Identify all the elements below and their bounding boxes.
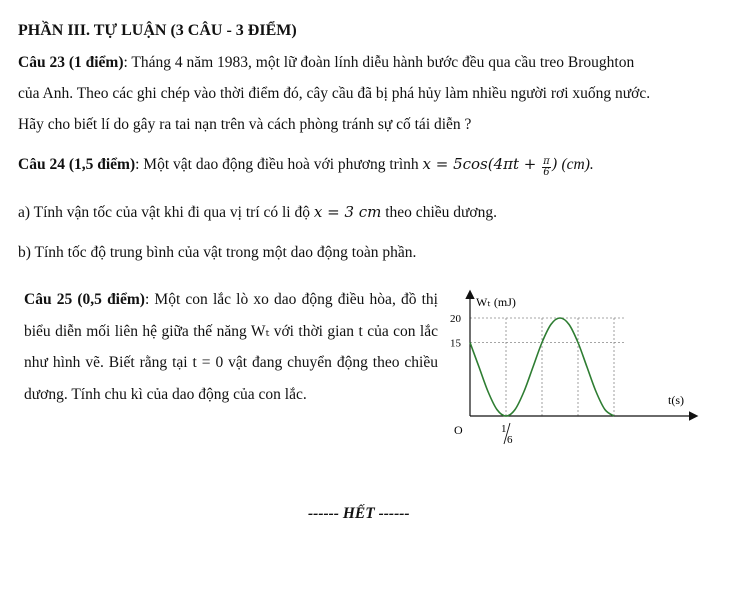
question-25 [24, 284, 438, 410]
question-23-line-1 [18, 54, 634, 72]
equation-left: x = 5cos(4πt + [422, 155, 542, 173]
equation [422, 155, 558, 178]
question-24-line [18, 155, 594, 178]
fraction-denominator: 6 [543, 167, 550, 178]
question-24a [18, 203, 497, 222]
question-24b: b) Tính tốc độ trung bình của vật trong một dao động toàn phần. [18, 244, 417, 261]
end-marker: ------ HẾT ------ [308, 505, 410, 522]
equation-right: ) [551, 155, 558, 173]
question-23-label: Câu 23 (1 điểm) [18, 54, 124, 71]
x-tick-label [501, 423, 513, 446]
x-tick-denominator: 6 [507, 434, 513, 446]
question-24a-math: x = 3 cm [313, 203, 382, 221]
x-axis-label: t(s) [668, 393, 684, 407]
question-25-text: : Một con lắc lò xo dao động điều hòa, đồ thị biểu diễn mối liên hệ giữa thế năng Wₜ với thời gian t của con lắc như hình vẽ. Biết rằng tại t = 0 vật đang chuyển động theo chiều dương. Tính chu kì của dao động của con lắc. [24, 291, 438, 403]
y-axis-label: Wₜ (mJ) [476, 295, 516, 309]
origin-label: O [454, 423, 463, 437]
question-25-label: Câu 25 (0,5 điểm) [24, 291, 145, 308]
question-24-text: : Một vật dao động điều hoà với phương trình [135, 156, 423, 173]
question-23-line-2: của Anh. Theo các ghi chép vào thời điểm đó, cây cầu đã bị phá hủy làm nhiều người rơi xuống nước. [18, 85, 651, 102]
equation-unit: (cm). [557, 156, 594, 173]
question-23-line-3: Hãy cho biết lí do gây ra tai nạn trên và cách phòng tránh sự cố tái diễn ? [18, 116, 472, 133]
x-tick-numerator: 1 [501, 423, 507, 435]
energy-time-graph [442, 286, 702, 446]
y-tick-label-15: 15 [450, 337, 461, 350]
question-24a-tail: theo chiều dương. [381, 204, 497, 221]
question-24-label: Câu 24 (1,5 điểm) [18, 156, 136, 173]
y-tick-label-20: 20 [450, 313, 461, 325]
equation-fraction [542, 157, 551, 178]
fraction-numerator: π [543, 156, 550, 167]
question-23-text-1: : Tháng 4 năm 1983, một lữ đoàn lính diễu hành bước đều qua cầu treo Broughton [123, 54, 635, 71]
question-24a-text: a) Tính vận tốc của vật khi đi qua vị trí có li độ [18, 204, 314, 221]
section-heading: PHẦN III. TỰ LUẬN (3 CÂU - 3 ĐIỂM) [18, 22, 297, 39]
